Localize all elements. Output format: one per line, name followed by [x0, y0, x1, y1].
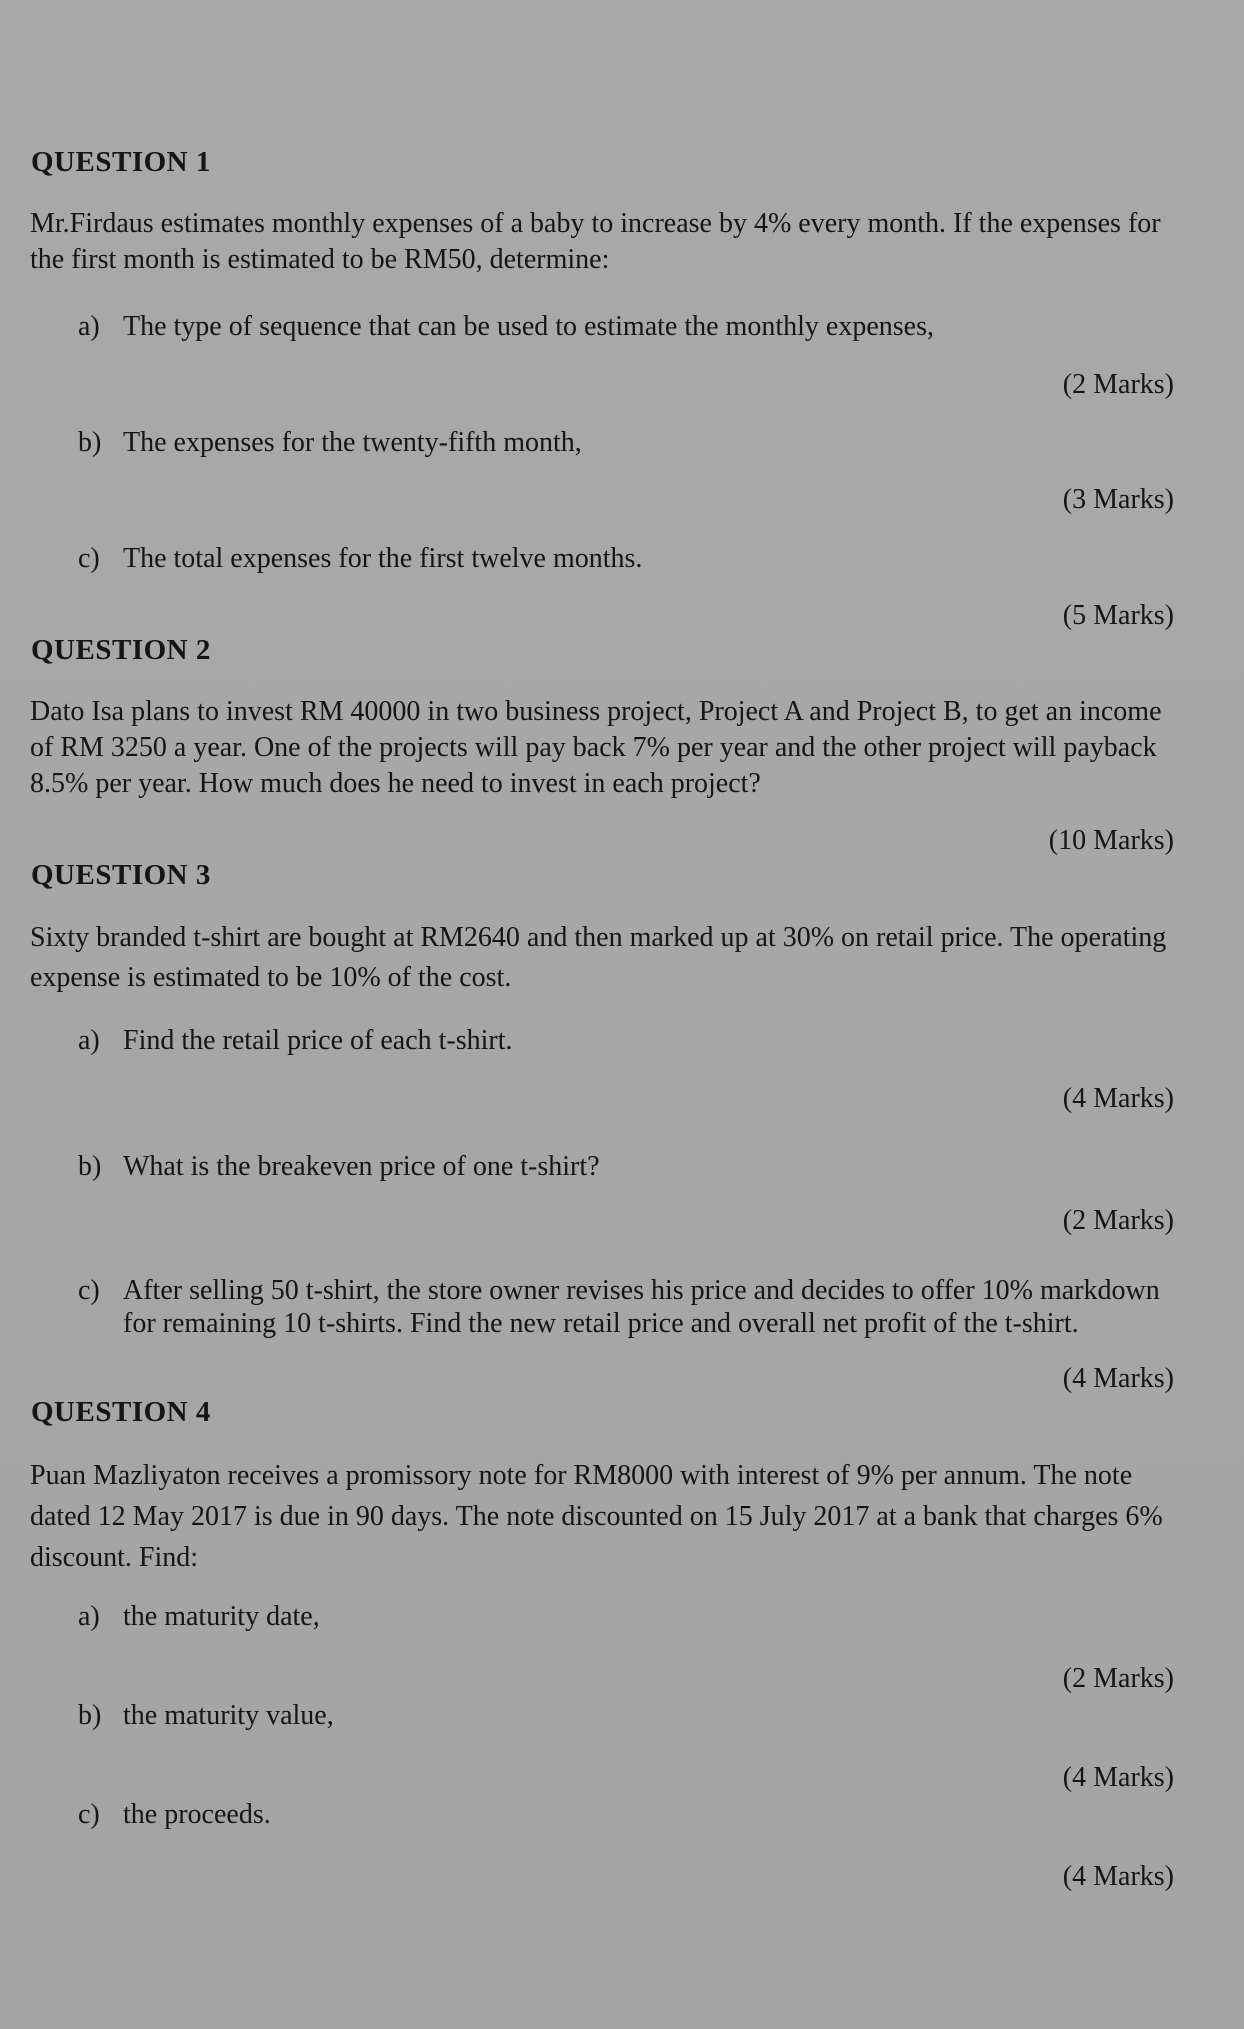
question-1b-text: The expenses for the twenty-fifth month, — [123, 427, 582, 458]
question-1a-marks: (2 Marks) — [1062, 369, 1174, 400]
question-3-heading: QUESTION 3 — [31, 859, 211, 891]
question-1c-letter: c) — [78, 543, 100, 574]
question-4c-letter: c) — [78, 1799, 100, 1830]
question-3b-letter: b) — [78, 1151, 102, 1182]
question-3c-letter: c) — [78, 1275, 100, 1306]
question-2-heading: QUESTION 2 — [31, 634, 211, 666]
question-1c — [78, 542, 1168, 575]
question-3b-marks: (2 Marks) — [1062, 1205, 1174, 1236]
question-4a-text: the maturity date, — [123, 1601, 320, 1632]
question-3c — [78, 1274, 1168, 1340]
question-1a-letter: a) — [78, 311, 100, 342]
question-2-marks: (10 Marks) — [1048, 825, 1174, 856]
question-3c-marks: (4 Marks) — [1062, 1363, 1174, 1394]
question-4c — [78, 1798, 1168, 1831]
question-1a-text: The type of sequence that can be used to estimate the monthly expenses, — [123, 311, 934, 342]
question-1-intro: Mr.Firdaus estimates monthly expenses of a baby to increase by 4% every month. If the expenses for the first month is estimated to be RM50, determine: — [30, 208, 1161, 275]
question-1-heading: QUESTION 1 — [31, 146, 211, 178]
question-4a-letter: a) — [78, 1601, 100, 1632]
question-1c-text: The total expenses for the first twelve months. — [123, 543, 643, 574]
question-4b — [78, 1699, 1168, 1732]
question-3-intro: Sixty branded t-shirt are bought at RM2640 and then marked up at 30% on retail price. The operating expense is estimated to be 10% of the cost. — [30, 922, 1167, 993]
question-3c-text: After selling 50 t-shirt, the store owner revises his price and decides to offer 10% markdown for remaining 10 t-shirts. Find the new retail price and overall net profit of the t-shirt. — [123, 1275, 1160, 1339]
question-1b — [78, 426, 1168, 459]
question-4a — [78, 1600, 1168, 1633]
question-4b-letter: b) — [78, 1700, 102, 1731]
question-4c-text: the proceeds. — [123, 1799, 271, 1830]
question-4-heading: QUESTION 4 — [31, 1396, 211, 1428]
question-4-intro: Puan Mazliyaton receives a promissory note for RM8000 with interest of 9% per annum. The note dated 12 May 2017 is due in 90 days. The note discounted on 15 July 2017 at a bank that charges 6% discount. Find: — [30, 1460, 1163, 1573]
question-3b-text: What is the breakeven price of one t-shirt? — [123, 1151, 600, 1182]
question-3b — [78, 1150, 1168, 1183]
question-3a-text: Find the retail price of each t-shirt. — [123, 1025, 513, 1056]
question-1a — [78, 310, 1168, 343]
question-1b-marks: (3 Marks) — [1062, 484, 1174, 515]
question-3a — [78, 1024, 1168, 1057]
question-4b-text: the maturity value, — [123, 1700, 334, 1731]
question-4a-marks: (2 Marks) — [1062, 1663, 1174, 1694]
question-3a-letter: a) — [78, 1025, 100, 1056]
question-2-intro: Dato Isa plans to invest RM 40000 in two business project, Project A and Project B, to get an income of RM 3250 a year. One of the projects will pay back 7% per year and the other project will payback 8.5% per year. How much does he need to invest in each project? — [30, 696, 1162, 799]
question-3a-marks: (4 Marks) — [1062, 1083, 1174, 1114]
question-1c-marks: (5 Marks) — [1062, 600, 1174, 631]
question-1b-letter: b) — [78, 427, 102, 458]
question-4c-marks: (4 Marks) — [1062, 1861, 1174, 1892]
question-4b-marks: (4 Marks) — [1062, 1762, 1174, 1793]
